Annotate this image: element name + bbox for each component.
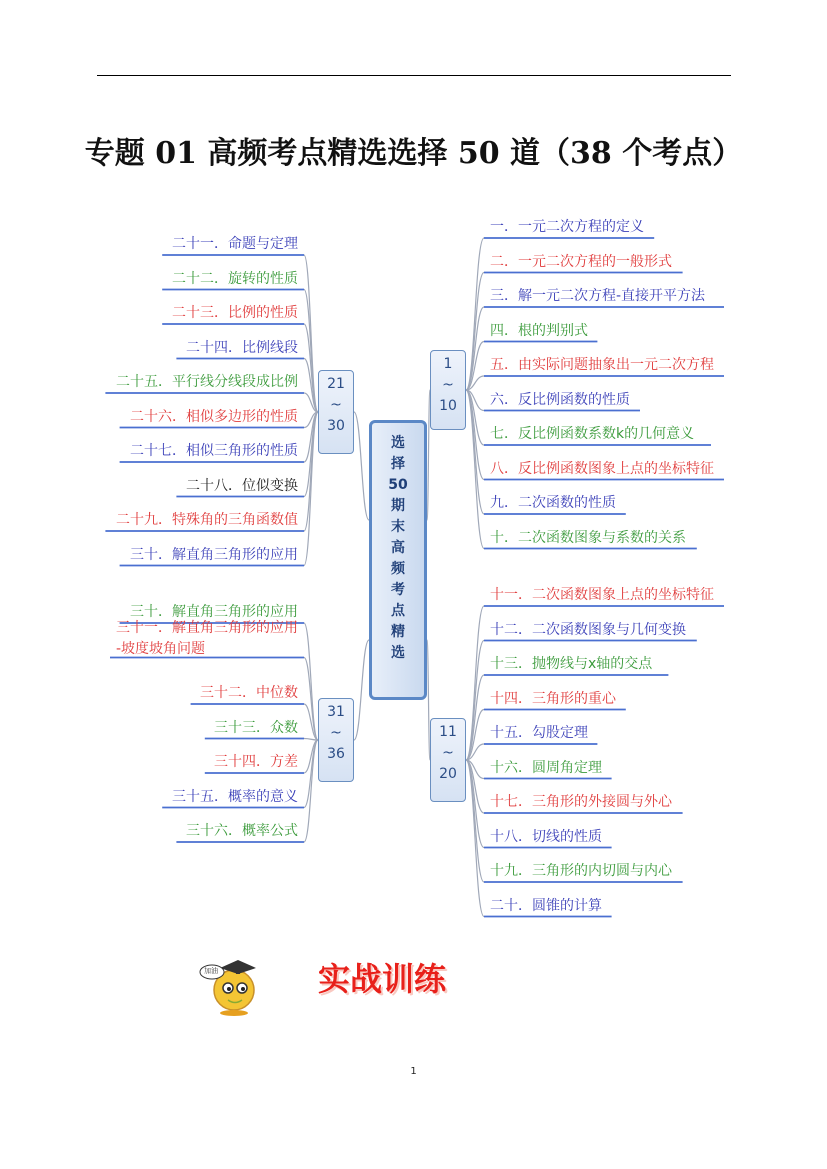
center-label-char: 精	[391, 624, 405, 640]
section-banner: 实战训练	[318, 960, 447, 998]
center-label-char: 点	[391, 603, 405, 619]
topic-item-text: 三十六．概率公式	[186, 823, 298, 839]
topic-item: 十二．二次函数图象与几何变换	[490, 621, 686, 638]
page-number: 1	[410, 1066, 417, 1077]
topic-item: 八．反比例函数图象上点的坐标特征	[490, 460, 714, 477]
topic-item	[172, 271, 298, 288]
topic-item	[130, 409, 298, 426]
topic-item	[172, 305, 298, 322]
topic-item: 三．解一元二次方程-直接开平方法	[490, 288, 706, 304]
range-label: 20	[439, 766, 457, 782]
topic-item	[214, 720, 298, 737]
topic-item	[172, 236, 298, 253]
topic-item-text: 三十四．方差	[214, 754, 298, 770]
topic-item: 七．反比例函数系数k的几何意义	[490, 426, 695, 442]
range-label: 1	[443, 356, 453, 372]
center-label-char: 选	[391, 645, 405, 661]
topic-item: 十三．抛物线与x轴的交点	[490, 656, 653, 672]
range-node-1-10	[430, 350, 466, 430]
topic-item-text: 三十二．中位数	[200, 685, 298, 701]
center-label-char: 期	[391, 498, 405, 514]
topic-item: 十七．三角形的外接圆与外心	[490, 794, 672, 810]
topic-item-text: 二十四．比例线段	[186, 339, 298, 356]
topic-item-text: 三十五．概率的意义	[172, 788, 298, 805]
range-node-31-36	[318, 698, 354, 782]
range-label: ~	[442, 745, 454, 761]
topic-item: 二十．圆锥的计算	[490, 897, 602, 914]
range-label: ~	[442, 377, 454, 393]
center-label-char: 考	[391, 582, 405, 598]
topic-item: 十九．三角形的内切圆与内心	[490, 863, 672, 879]
mindmap-center-node	[369, 420, 427, 700]
topic-item: 五．由实际问题抽象出一元二次方程	[490, 357, 714, 373]
topic-item	[186, 340, 298, 357]
topic-item: 二．一元二次方程的一般形式	[490, 253, 672, 270]
topic-item: 十．二次函数图象与系数的关系	[490, 529, 686, 546]
range-label: 31	[327, 704, 345, 720]
mascot-icon	[198, 952, 272, 1018]
range-node-11-20	[430, 718, 466, 802]
range-label: ~	[330, 725, 342, 741]
topic-item	[116, 512, 298, 529]
topic-item	[130, 443, 298, 460]
topic-item-text-line2: -坡度坡角问题	[116, 640, 206, 657]
range-label: 10	[439, 398, 457, 414]
topic-item: 十六．圆周角定理	[490, 759, 602, 776]
mascot-cap-text: 加油	[204, 967, 218, 975]
center-label-char: 末	[391, 519, 405, 535]
topic-item	[116, 374, 298, 391]
topic-item-text: 二十三．比例的性质	[172, 305, 298, 321]
center-label-char: 频	[391, 561, 405, 577]
center-label-char: 高	[391, 540, 405, 556]
range-label: 11	[439, 724, 457, 740]
topic-item	[200, 685, 298, 702]
center-label-char: 选	[391, 435, 405, 451]
topic-item-text: 三十．解直角三角形的应用	[130, 546, 298, 563]
topic-item-text: 二十七．相似三角形的性质	[130, 443, 298, 459]
topic-item-text: 二十五．平行线分线段成比例	[116, 374, 298, 390]
topic-item-text: 二十九．特殊角的三角函数值	[116, 512, 298, 528]
topic-item	[130, 604, 298, 621]
range-label: 30	[327, 418, 345, 434]
page-title: 专题 01 高频考点精选选择 50 道（38 个考点）	[84, 136, 743, 171]
topic-item: 十四．三角形的重心	[490, 690, 616, 707]
topic-item: 九．二次函数的性质	[490, 495, 616, 511]
topic-item	[116, 620, 298, 658]
topic-item-text: 三十三．众数	[214, 719, 298, 736]
topic-item: 十八．切线的性质	[490, 828, 602, 845]
topic-item-text: 二十一．命题与定理	[172, 236, 298, 252]
topic-item-text: 二十八．位似变换	[186, 477, 298, 494]
range-label: ~	[330, 397, 342, 413]
range-label: 21	[327, 376, 345, 392]
topic-item-text: 二十六．相似多边形的性质	[130, 408, 298, 425]
topic-item	[130, 547, 298, 564]
topic-item-text: 二十二．旋转的性质	[172, 270, 298, 287]
topic-item: 一．一元二次方程的定义	[490, 219, 644, 235]
topic-item	[172, 789, 298, 806]
range-node-21-30	[318, 370, 354, 454]
topic-item	[186, 823, 298, 840]
topic-item-text: 三十一．解直角三角形的应用	[116, 619, 298, 636]
topic-item: 十五．勾股定理	[490, 725, 588, 741]
center-label-char: 择	[391, 456, 405, 472]
topic-item: 六．反比例函数的性质	[490, 391, 630, 408]
topic-item-text: 三十．解直角三角形的应用	[130, 604, 298, 620]
topic-item	[186, 478, 298, 495]
topic-item: 十一．二次函数图象上点的坐标特征	[490, 587, 714, 603]
range-label: 36	[327, 746, 345, 762]
center-label-char: 50	[388, 477, 408, 493]
topic-item: 四．根的判别式	[490, 322, 588, 339]
topic-item	[214, 754, 298, 771]
